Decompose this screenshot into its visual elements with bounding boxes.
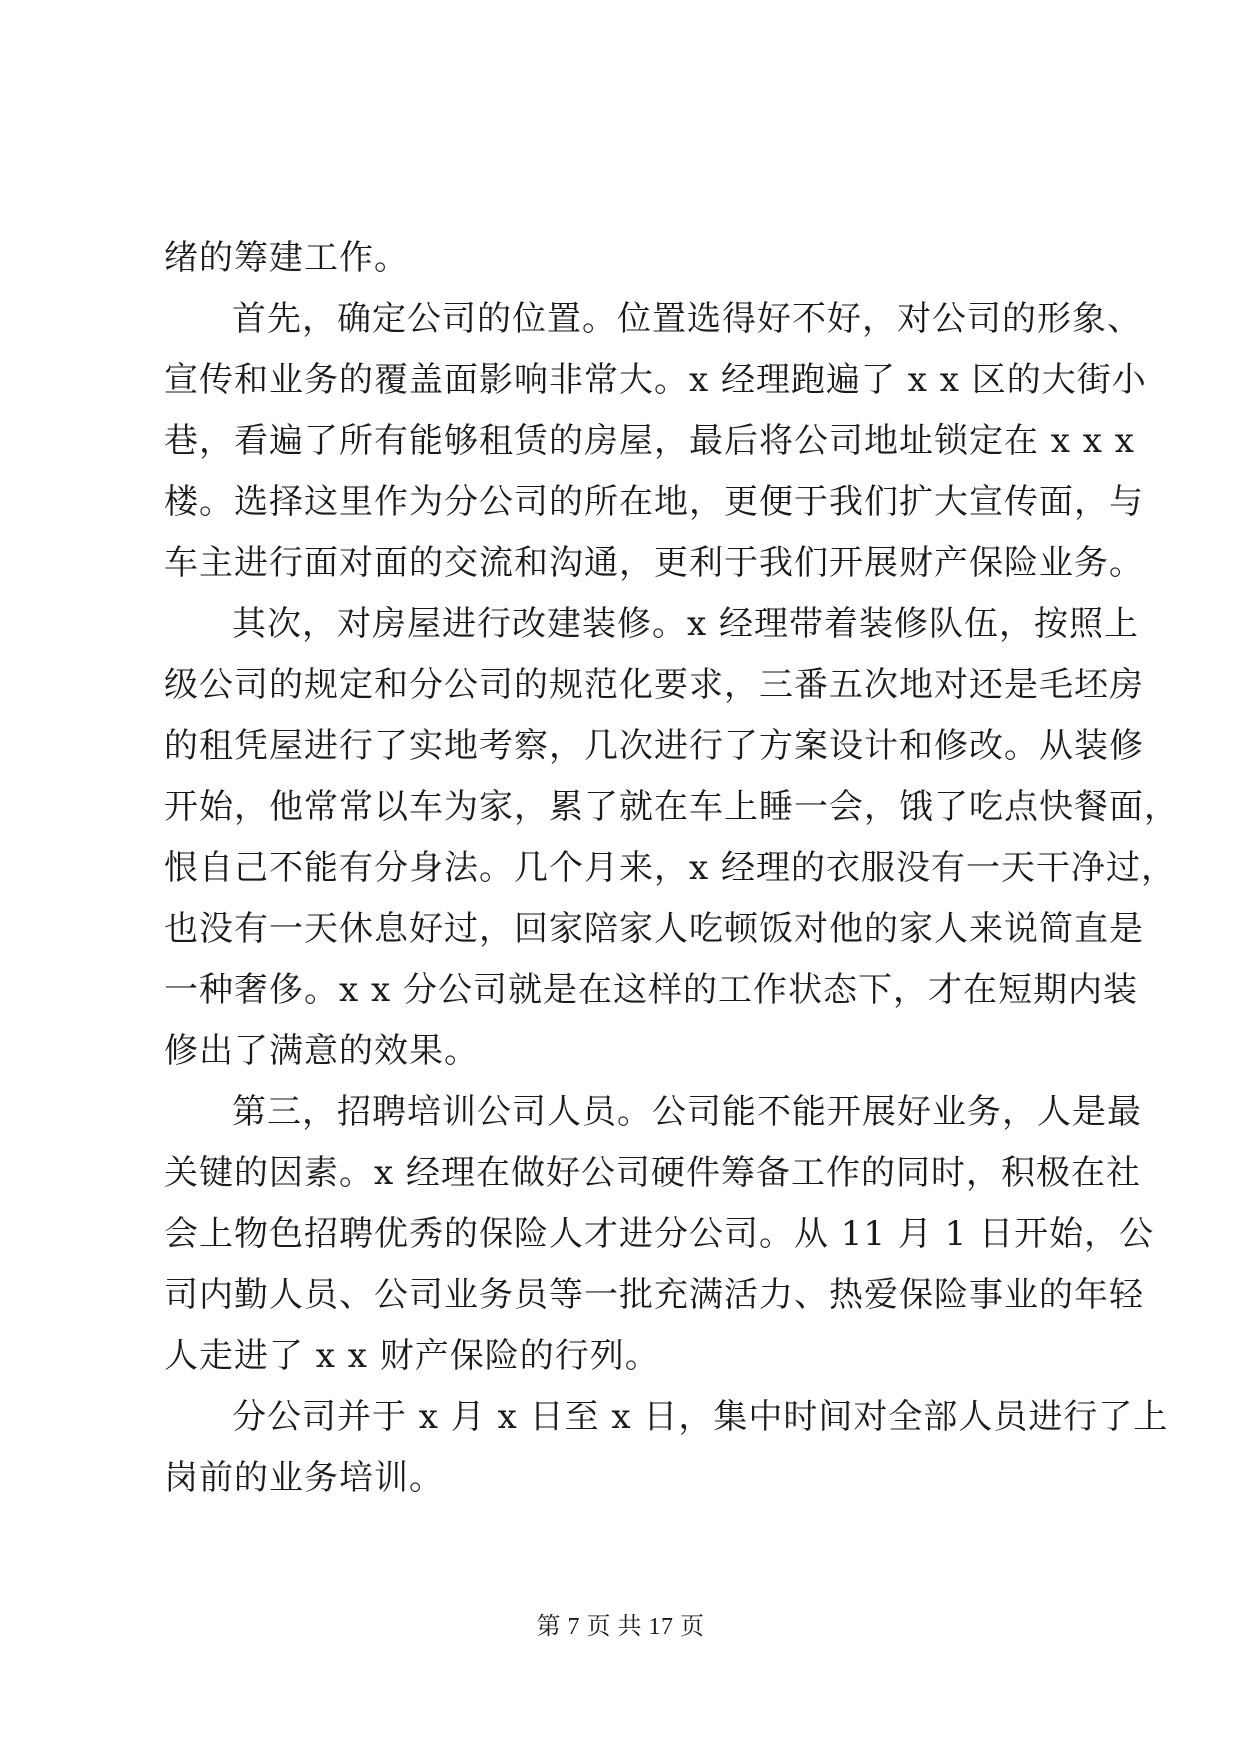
text-line: 车主进行面对面的交流和沟通，更利于我们开展财产保险业务。 [164,543,1144,583]
text-line: 修出了满意的效果。 [164,1031,479,1071]
text-line: 开始，他常常以车为家，累了就在车上睡一会，饿了吃点快餐面， [164,787,1179,827]
text-line: 关键的因素。x 经理在做好公司硬件筹备工作的同时，积极在社 [164,1153,1141,1193]
text-line: 司内勤人员、公司业务员等一批充满活力、热爱保险事业的年轻 [164,1275,1144,1315]
paragraph-first-line: 分公司并于 x 月 x 日至 x 日，集中时间对全部人员进行了上 [232,1397,1169,1437]
text-line: 人走进了 x x 财产保险的行列。 [164,1336,660,1376]
text-line: 巷，看遍了所有能够租赁的房屋，最后将公司地址锁定在 x x x [164,421,1135,461]
paragraph-first-line: 首先，确定公司的位置。位置选得好不好，对公司的形象、 [232,299,1142,339]
paragraph-first-line: 其次，对房屋进行改建装修。x 经理带着装修队伍，按照上 [232,604,1139,644]
text-line: 也没有一天休息好过，回家陪家人吃顿饭对他的家人来说简直是 [164,909,1144,949]
page-footer: 第 7 页 共 17 页 [536,1614,705,1640]
text-line: 楼。选择这里作为分公司的所在地，更便于我们扩大宣传面，与 [164,482,1144,522]
text-line: 绪的筹建工作。 [164,238,409,278]
text-line: 的租凭屋进行了实地考察，几次进行了方案设计和修改。从装修 [164,726,1144,766]
text-line: 会上物色招聘优秀的保险人才进分公司。从 11 月 1 日开始，公 [164,1214,1155,1254]
paragraph-first-line: 第三，招聘培训公司人员。公司能不能开展好业务，人是最 [232,1092,1142,1132]
text-line: 恨自己不能有分身法。几个月来，x 经理的衣服没有一天干净过， [164,848,1176,888]
text-line: 宣传和业务的覆盖面影响非常大。x 经理跑遍了 x x 区的大街小 [164,360,1147,400]
document-body [164,228,1179,1509]
text-line: 级公司的规定和分公司的规范化要求，三番五次地对还是毛坯房 [164,665,1144,705]
text-line: 一种奢侈。x x 分公司就是在这样的工作状态下，才在短期内装 [164,970,1138,1010]
text-line: 岗前的业务培训。 [164,1458,444,1498]
